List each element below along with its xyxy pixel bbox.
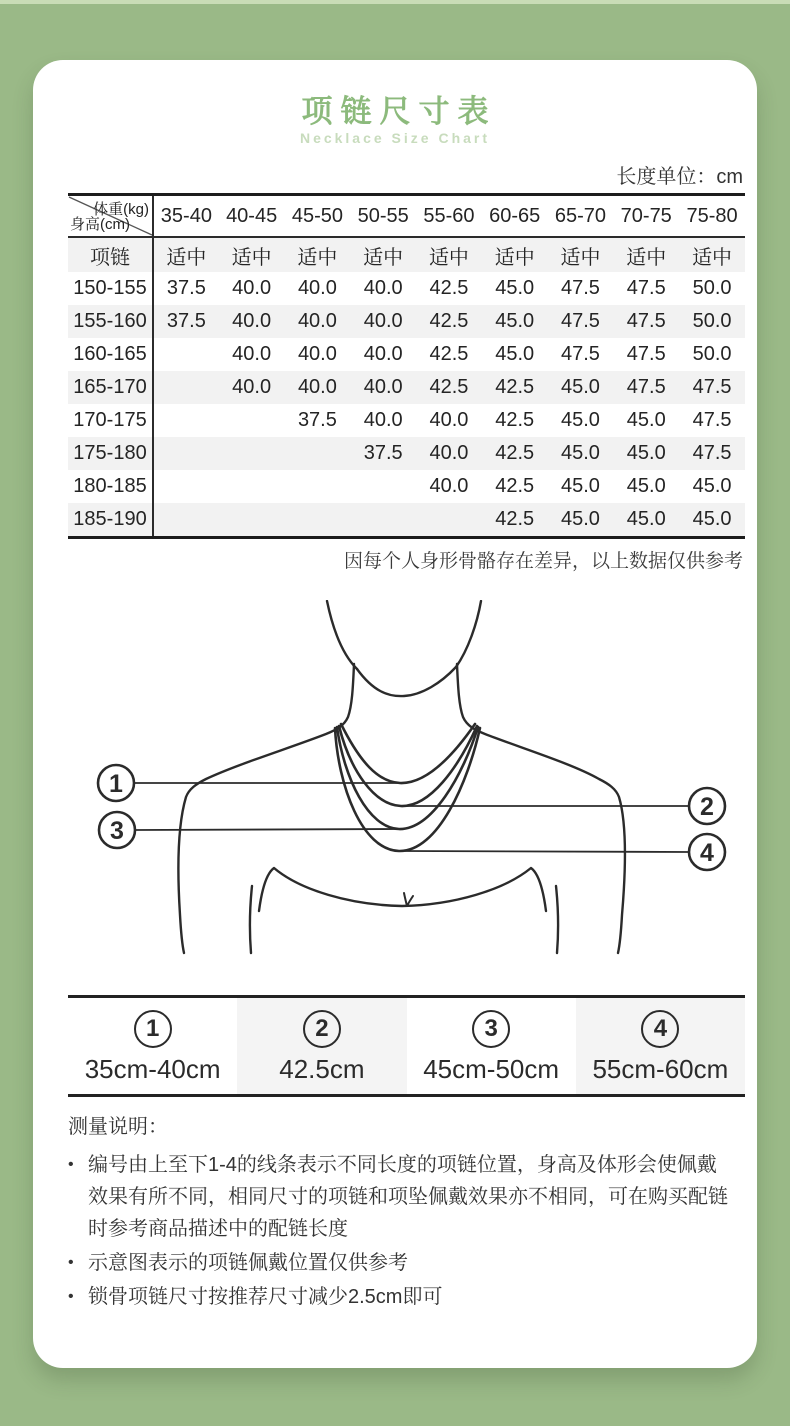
value-cell: 40.0	[232, 310, 272, 332]
value-cell	[350, 503, 416, 538]
table-footnote: 因每个人身形骨骼存在差异，以上数据仅供参考	[343, 551, 743, 572]
value-cell	[416, 503, 482, 538]
value-cell: 40.0	[232, 376, 272, 398]
value-cell	[285, 437, 351, 470]
marker-2-icon	[689, 788, 725, 824]
value-cell: 47.5	[692, 376, 732, 398]
value-cell	[219, 503, 285, 538]
table-row	[68, 470, 745, 503]
bullet-icon: •	[68, 1156, 74, 1173]
value-cell: 47.5	[692, 442, 732, 464]
necklace-curve-3	[337, 727, 478, 829]
value-cell: 45.0	[561, 442, 600, 464]
value-cell	[219, 404, 285, 437]
chest-line	[259, 868, 546, 911]
fit-cell: 适中	[692, 246, 733, 269]
legend-cell	[237, 998, 406, 1094]
value-cell: 50.0	[692, 343, 732, 365]
weight-column-header: 40-45	[226, 204, 278, 227]
legend-number-icon: 2	[303, 1010, 341, 1048]
leader-line-3	[135, 829, 402, 830]
value-cell: 40.0	[429, 475, 469, 497]
value-cell	[153, 437, 219, 470]
length-legend	[68, 995, 745, 1097]
torso-outline-drawing	[178, 601, 625, 953]
leader-lines	[134, 783, 689, 852]
weight-column-header: 60-65	[489, 204, 541, 227]
legend-length-label: 55cm-60cm	[592, 1054, 729, 1084]
value-cell: 37.5	[166, 277, 206, 299]
value-cell: 40.0	[297, 343, 337, 365]
value-cell: 45.0	[692, 508, 732, 530]
value-cell: 40.0	[363, 409, 403, 431]
value-cell: 47.5	[561, 277, 600, 299]
value-cell: 40.0	[363, 343, 403, 365]
fit-cell: 适中	[166, 246, 207, 269]
value-cell	[350, 470, 416, 503]
fit-cell: 适中	[626, 246, 667, 269]
value-cell: 45.0	[561, 475, 600, 497]
marker-3-icon	[99, 812, 135, 848]
value-cell: 45.0	[626, 475, 666, 497]
value-cell: 47.5	[626, 310, 666, 332]
table-row	[68, 503, 745, 538]
bullet-icon: •	[68, 1254, 74, 1271]
value-cell	[153, 503, 219, 538]
weight-column-header: 50-55	[357, 204, 409, 227]
head-left-line	[327, 601, 357, 669]
legend-cell	[68, 998, 237, 1094]
bullet-icon: •	[68, 1288, 74, 1305]
note-item	[68, 1149, 736, 1245]
value-cell: 45.0	[495, 310, 535, 332]
legend-cell	[576, 998, 745, 1094]
fit-cell: 适中	[231, 246, 272, 269]
value-cell: 47.5	[626, 343, 666, 365]
value-cell: 42.5	[495, 442, 535, 464]
value-cell: 50.0	[692, 310, 732, 332]
right-neck-shoulder-arm	[457, 664, 625, 953]
svg-text:1: 1	[109, 770, 123, 798]
value-cell	[153, 470, 219, 503]
necklace-diagram	[60, 600, 740, 1000]
note-text: 编号由上至下1-4的线条表示不同长度的项链位置，身高及体形会使佩戴效果有所不同，相同尺寸的项链和项坠佩戴效果亦不相同，可在购买配链时参考商品描述中的配链长度	[88, 1154, 728, 1240]
fit-row	[68, 237, 745, 272]
value-cell: 47.5	[692, 409, 732, 431]
left-neck-shoulder-arm	[178, 664, 354, 953]
value-cell: 42.5	[429, 343, 469, 365]
note-text: 示意图表示的项链佩戴位置仅供参考	[88, 1252, 408, 1274]
marker-1-icon	[98, 765, 134, 801]
value-cell: 45.0	[561, 409, 600, 431]
value-cell: 45.0	[495, 277, 535, 299]
value-cell: 45.0	[626, 409, 666, 431]
left-armpit-line	[250, 886, 252, 953]
height-cell: 165-170	[68, 371, 153, 404]
note-item	[68, 1247, 736, 1279]
value-cell	[153, 371, 219, 404]
size-chart-card	[33, 60, 757, 1368]
size-table	[68, 193, 745, 539]
necklace-corner-label: 项链	[68, 237, 153, 272]
value-cell: 45.0	[692, 475, 732, 497]
value-cell	[219, 470, 285, 503]
head-right-line	[456, 601, 481, 667]
value-cell: 40.0	[297, 376, 337, 398]
value-cell	[285, 503, 351, 538]
table-row	[68, 437, 745, 470]
value-cell: 42.5	[429, 376, 469, 398]
measurement-notes	[68, 1110, 736, 1315]
legend-length-label: 45cm-50cm	[423, 1054, 560, 1084]
legend-length-label: 42.5cm	[279, 1054, 365, 1084]
value-cell: 42.5	[495, 475, 535, 497]
value-cell	[153, 338, 219, 371]
notes-heading: 测量说明：	[68, 1116, 168, 1138]
value-cell	[285, 470, 351, 503]
value-cell: 40.0	[232, 343, 272, 365]
legend-cell	[407, 998, 576, 1094]
legend-number-icon: 1	[134, 1010, 172, 1048]
value-cell: 47.5	[561, 310, 600, 332]
diagonal-header-cell	[68, 195, 153, 238]
weight-column-header: 55-60	[423, 204, 475, 227]
sternum-notch	[404, 893, 413, 906]
height-cell: 160-165	[68, 338, 153, 371]
height-cell: 155-160	[68, 305, 153, 338]
svg-text:4: 4	[700, 839, 714, 867]
value-cell: 42.5	[429, 277, 469, 299]
note-item	[68, 1281, 736, 1313]
legend-length-label: 35cm-40cm	[84, 1054, 221, 1084]
legend-number-icon: 4	[641, 1010, 679, 1048]
weight-column-header: 75-80	[686, 204, 738, 227]
note-text: 锁骨项链尺寸按推荐尺寸减少2.5cm即可	[88, 1286, 443, 1308]
necklace-curves	[335, 724, 480, 851]
fit-cell: 适中	[297, 246, 338, 269]
weight-column-header: 65-70	[554, 204, 607, 227]
table-row	[68, 404, 745, 437]
value-cell: 45.0	[495, 343, 535, 365]
value-cell: 47.5	[626, 376, 666, 398]
value-cell: 45.0	[626, 442, 666, 464]
value-cell: 45.0	[626, 508, 666, 530]
legend-number-icon: 3	[472, 1010, 510, 1048]
value-cell: 40.0	[297, 277, 337, 299]
top-strip	[0, 0, 790, 4]
value-cell: 40.0	[429, 442, 469, 464]
unit-label: 长度单位：cm	[616, 166, 743, 188]
value-cell: 40.0	[297, 310, 337, 332]
fit-cell: 适中	[428, 246, 469, 269]
height-cell: 180-185	[68, 470, 153, 503]
table-row	[68, 305, 745, 338]
value-cell: 40.0	[429, 409, 469, 431]
fit-cell: 适中	[560, 246, 601, 269]
necklace-curve-2	[339, 726, 477, 806]
svg-text:2: 2	[700, 793, 714, 821]
height-header-label: 身高(cm)	[70, 216, 130, 233]
height-cell: 150-155	[68, 272, 153, 305]
weight-column-header: 35-40	[160, 204, 212, 227]
value-cell: 42.5	[495, 508, 535, 530]
value-cell	[219, 437, 285, 470]
value-cell: 42.5	[429, 310, 469, 332]
table-row	[68, 371, 745, 404]
value-cell	[153, 404, 219, 437]
marker-4-icon	[689, 834, 725, 870]
table-header-row	[68, 195, 745, 238]
value-cell: 47.5	[561, 343, 600, 365]
right-armpit-line	[556, 886, 558, 953]
value-cell: 45.0	[561, 376, 600, 398]
height-cell: 170-175	[68, 404, 153, 437]
necklace-curve-1	[341, 724, 475, 783]
value-cell: 45.0	[561, 508, 600, 530]
table-row	[68, 272, 745, 305]
value-cell: 42.5	[495, 409, 535, 431]
value-cell: 40.0	[363, 376, 403, 398]
value-cell: 40.0	[363, 277, 403, 299]
height-cell: 185-190	[68, 503, 153, 538]
height-cell: 175-180	[68, 437, 153, 470]
value-cell: 42.5	[495, 376, 535, 398]
page-subtitle: Necklace Size Chart	[299, 130, 491, 146]
fit-cell: 适中	[363, 246, 404, 269]
value-cell: 47.5	[626, 277, 666, 299]
weight-column-header: 45-50	[291, 204, 343, 227]
leader-line-4	[402, 851, 689, 852]
weight-column-header: 70-75	[620, 204, 672, 227]
value-cell: 37.5	[297, 409, 337, 431]
weight-header-label: 体重(kg)	[93, 201, 149, 218]
value-cell: 37.5	[166, 310, 206, 332]
value-cell: 50.0	[692, 277, 732, 299]
fit-cell: 适中	[494, 246, 535, 269]
chin-line	[357, 667, 456, 696]
value-cell: 40.0	[232, 277, 272, 299]
value-cell: 37.5	[363, 442, 403, 464]
svg-text:3: 3	[110, 817, 124, 845]
page-title: 项链尺寸表	[301, 94, 497, 129]
value-cell: 40.0	[363, 310, 403, 332]
table-row	[68, 338, 745, 371]
